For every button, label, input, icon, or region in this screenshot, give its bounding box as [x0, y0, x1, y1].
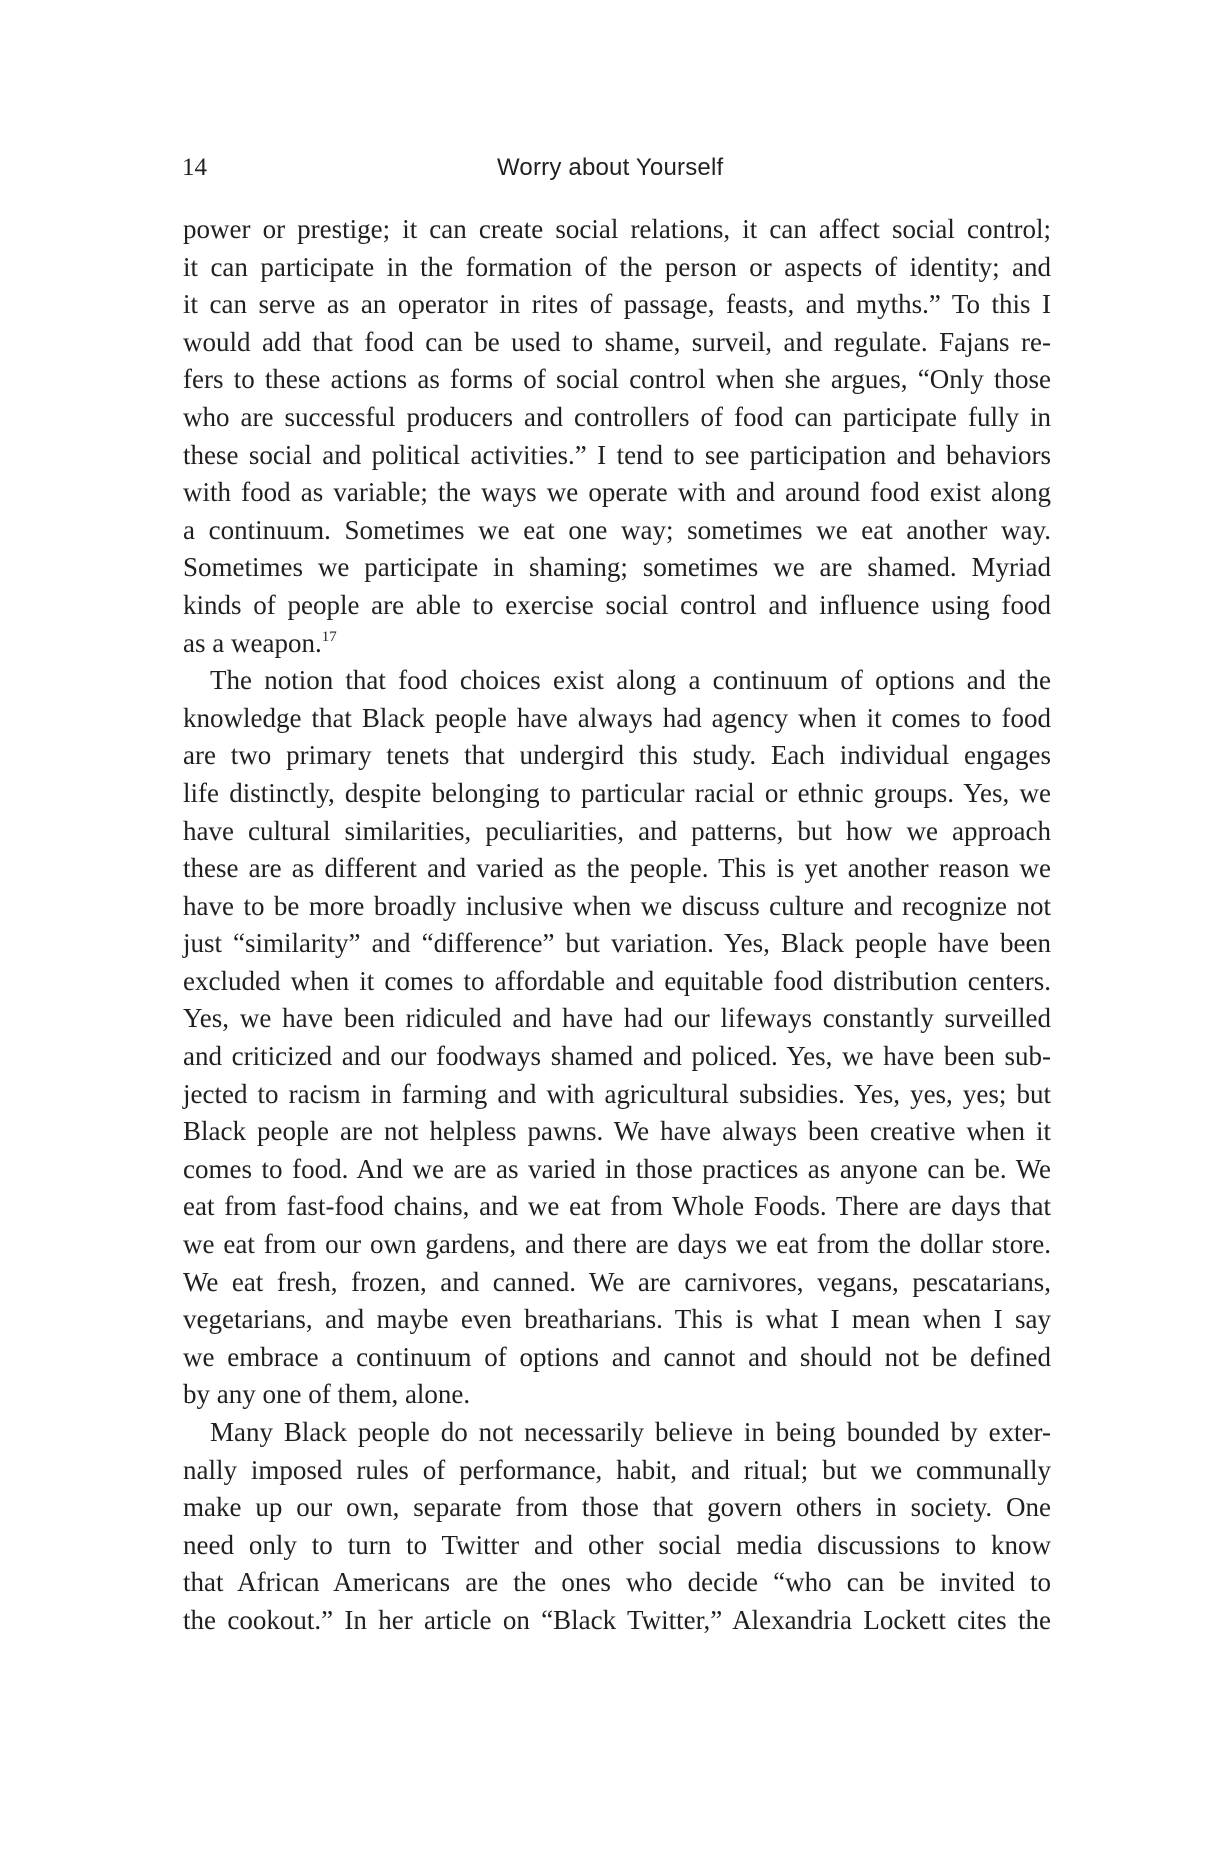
page-number: 14	[182, 154, 207, 181]
text-line: these social and political activities.” I tend to see participation and behaviors	[183, 439, 1051, 470]
text-line: kinds of people are able to exercise social control and influence using food	[183, 589, 1051, 620]
text-line: excluded when it comes to affordable and equitable food distribution centers.	[183, 965, 1051, 996]
text-line: are two primary tenets that undergird this study. Each individual engages	[183, 740, 1051, 771]
text-line: vegetarians, and maybe even breatharians. This is what I mean when I say	[183, 1304, 1051, 1335]
text-line: we embrace a continuum of options and cannot and should not be defined	[183, 1341, 1051, 1372]
text-line: need only to turn to Twitter and other social media discussions to know	[183, 1529, 1051, 1560]
text-line: jected to racism in farming and with agricultural subsidies. Yes, yes, yes; but	[183, 1078, 1051, 1109]
text-line: these are as different and varied as the people. This is yet another reason we	[183, 853, 1051, 884]
text-line: would add that food can be used to shame, surveil, and regulate. Fajans re-	[183, 326, 1051, 357]
text-line: just “similarity” and “difference” but variation. Yes, Black people have been	[183, 928, 1051, 959]
paragraph-2	[183, 662, 1051, 1414]
text-line: fers to these actions as forms of social control when she argues, “Only those	[183, 364, 1051, 395]
footnote-marker[interactable]: 17	[321, 628, 337, 645]
text-line: by any one of them, alone.	[183, 1379, 471, 1410]
text-line: make up our own, separate from those that govern others in society. One	[183, 1492, 1051, 1523]
paragraph-3	[183, 1414, 1051, 1640]
text-line: a continuum. Sometimes we eat one way; sometimes we eat another way.	[183, 514, 1051, 545]
body-text	[183, 211, 1051, 1640]
text-line: We eat fresh, frozen, and canned. We are carnivores, vegans, pescatarians,	[183, 1266, 1051, 1297]
text-line: life distinctly, despite belonging to particular racial or ethnic groups. Yes, we	[183, 777, 1051, 808]
text-line: it can participate in the formation of the person or aspects of identity; and	[183, 251, 1051, 282]
text-line: that African Americans are the ones who decide “who can be invited to	[183, 1567, 1051, 1598]
text-line: nally imposed rules of performance, habit, and ritual; but we communally	[183, 1454, 1051, 1485]
text-line: Yes, we have been ridiculed and have had our lifeways constantly surveilled	[183, 1003, 1051, 1034]
text-line: Sometimes we participate in shaming; sometimes we are shamed. Myriad	[183, 552, 1051, 583]
text-line: power or prestige; it can create social relations, it can affect social control;	[183, 214, 1051, 244]
text-line: who are successful producers and controllers of food can participate fully in	[183, 401, 1051, 432]
paragraph-1	[183, 211, 1051, 662]
text-line: Black people are not helpless pawns. We have always been creative when it	[183, 1116, 1051, 1147]
running-head-title: Worry about Yourself	[497, 154, 724, 181]
text-line: eat from fast-food chains, and we eat from Whole Foods. There are days that	[183, 1191, 1051, 1222]
text-line: with food as variable; the ways we operate with and around food exist along	[183, 477, 1051, 508]
text-line: the cookout.” In her article on “Black Twitter,” Alexandria Lockett cites the	[183, 1604, 1051, 1635]
text-line: The notion that food choices exist along a continuum of options and the	[210, 665, 1051, 696]
text-line: it can serve as an operator in rites of passage, feasts, and myths.” To this I	[183, 289, 1051, 320]
text-line: have to be more broadly inclusive when we discuss culture and recognize not	[183, 890, 1051, 921]
text-line: we eat from our own gardens, and there are days we eat from the dollar store.	[183, 1229, 1051, 1260]
text-line: as a weapon.$^{17}$	[183, 627, 337, 658]
text-line: comes to food. And we are as varied in those practices as anyone can be. We	[183, 1153, 1051, 1184]
text-line: knowledge that Black people have always had agency when it comes to food	[183, 702, 1051, 733]
text-line: have cultural similarities, peculiarities, and patterns, but how we approach	[183, 815, 1051, 846]
text-line: and criticized and our foodways shamed and policed. Yes, we have been sub-	[183, 1041, 1051, 1072]
text-line: Many Black people do not necessarily believe in being bounded by exter-	[210, 1417, 1051, 1447]
